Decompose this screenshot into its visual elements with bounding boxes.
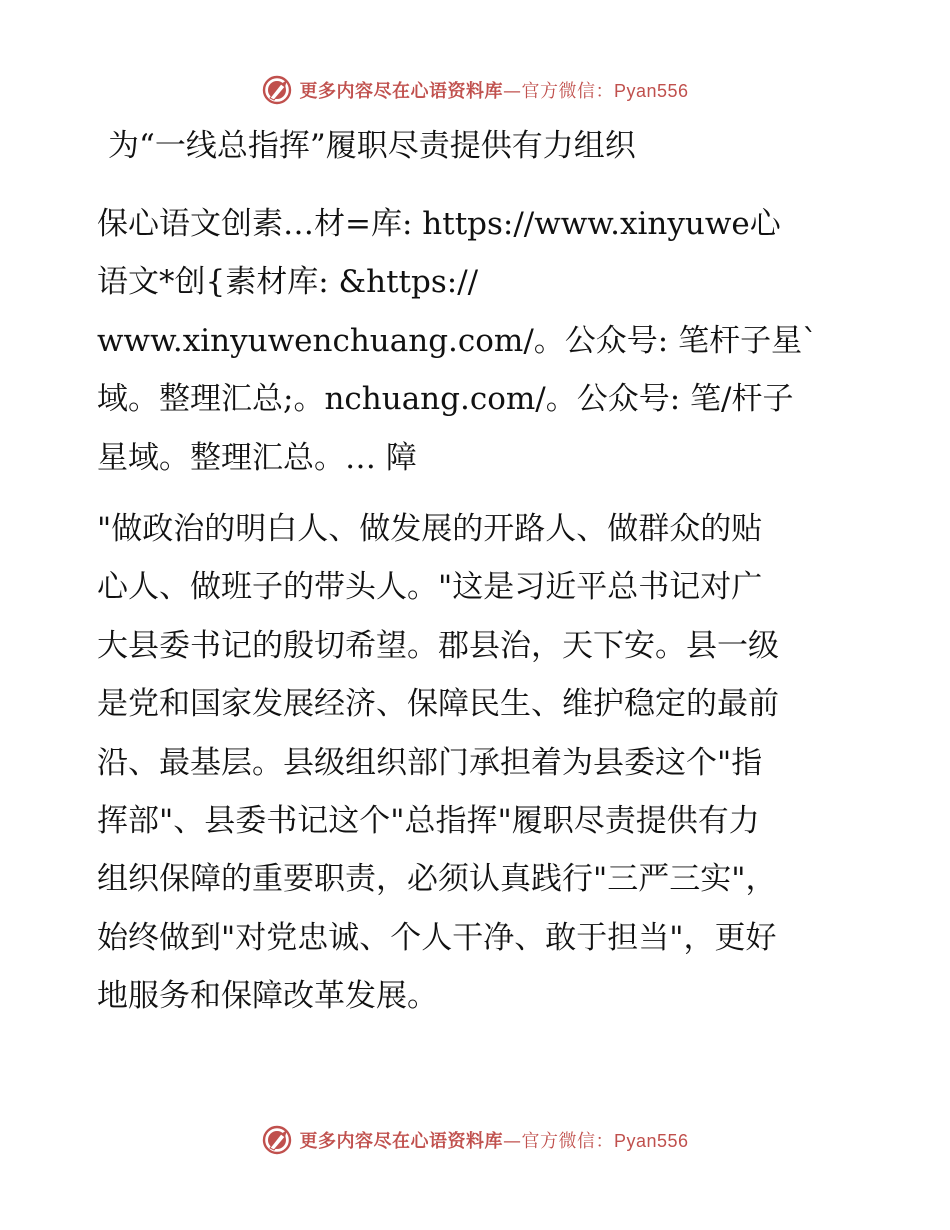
pen-nib-logo-icon — [261, 1124, 293, 1156]
paragraph-2-line: 心人、做班子的带头人。"这是习近平总书记对广 — [97, 569, 763, 606]
header-banner-content — [261, 74, 688, 106]
paragraph-2-line: 大县委书记的殷切希望。郡县治，天下安。县一级 — [97, 627, 779, 664]
paragraph-1 — [97, 195, 857, 487]
pen-nib-logo-icon — [261, 74, 293, 106]
paragraph-2-line: "做政治的明白人、做发展的开路人、做群众的贴 — [97, 511, 763, 547]
document-title: 为“一线总指挥”履职尽责提供有力组织 — [108, 128, 636, 164]
paragraph-1-line: 星域。整理汇总。… 障 — [97, 439, 417, 476]
paragraph-1-line: 语文*创{素材库: &https:// — [97, 264, 479, 301]
footer-banner — [0, 1120, 950, 1160]
paragraph-1-line: 域。整理汇总;。nchuang.com/。公众号: 笔/杆子 — [97, 381, 794, 418]
footer-banner-dash: — — [502, 1131, 522, 1152]
paragraph-2-line: 沿、最基层。县级组织部门承担着为县委这个"指 — [97, 744, 763, 781]
header-banner-main: 更多内容尽在心语资料库 — [299, 81, 503, 102]
paragraph-2-line: 组织保障的重要职责，必须认真践行"三严三实"， — [97, 861, 777, 898]
paragraph-2-line: 始终做到"对党忠诚、个人干净、敢于担当"，更好 — [97, 919, 777, 956]
paragraph-2-line: 挥部"、县委书记这个"总指挥"履职尽责提供有力 — [97, 802, 760, 839]
paragraph-2-line: 地服务和保障改革发展。 — [97, 978, 438, 1015]
paragraph-2 — [97, 500, 857, 1026]
footer-banner-text — [299, 1127, 688, 1153]
footer-banner-main: 更多内容尽在心语资料库 — [299, 1131, 503, 1152]
paragraph-2-line: 是党和国家发展经济、保障民生、维护稳定的最前 — [97, 686, 779, 723]
footer-banner-content — [261, 1124, 688, 1156]
header-banner — [0, 70, 950, 110]
header-banner-dash: — — [502, 81, 522, 102]
header-banner-official: 官方微信： — [521, 81, 614, 102]
header-banner-text — [299, 77, 688, 103]
paragraph-1-line: www.xinyuwenchuang.com/。公众号: 笔杆子星` — [97, 322, 818, 359]
footer-banner-wechat-id: Pyan556 — [613, 1131, 689, 1151]
paragraph-1-line: 保心语文创素…材=库: https://www.xinyuwe心 — [97, 206, 781, 242]
header-banner-wechat-id: Pyan556 — [613, 81, 689, 101]
footer-banner-official: 官方微信： — [521, 1131, 614, 1152]
